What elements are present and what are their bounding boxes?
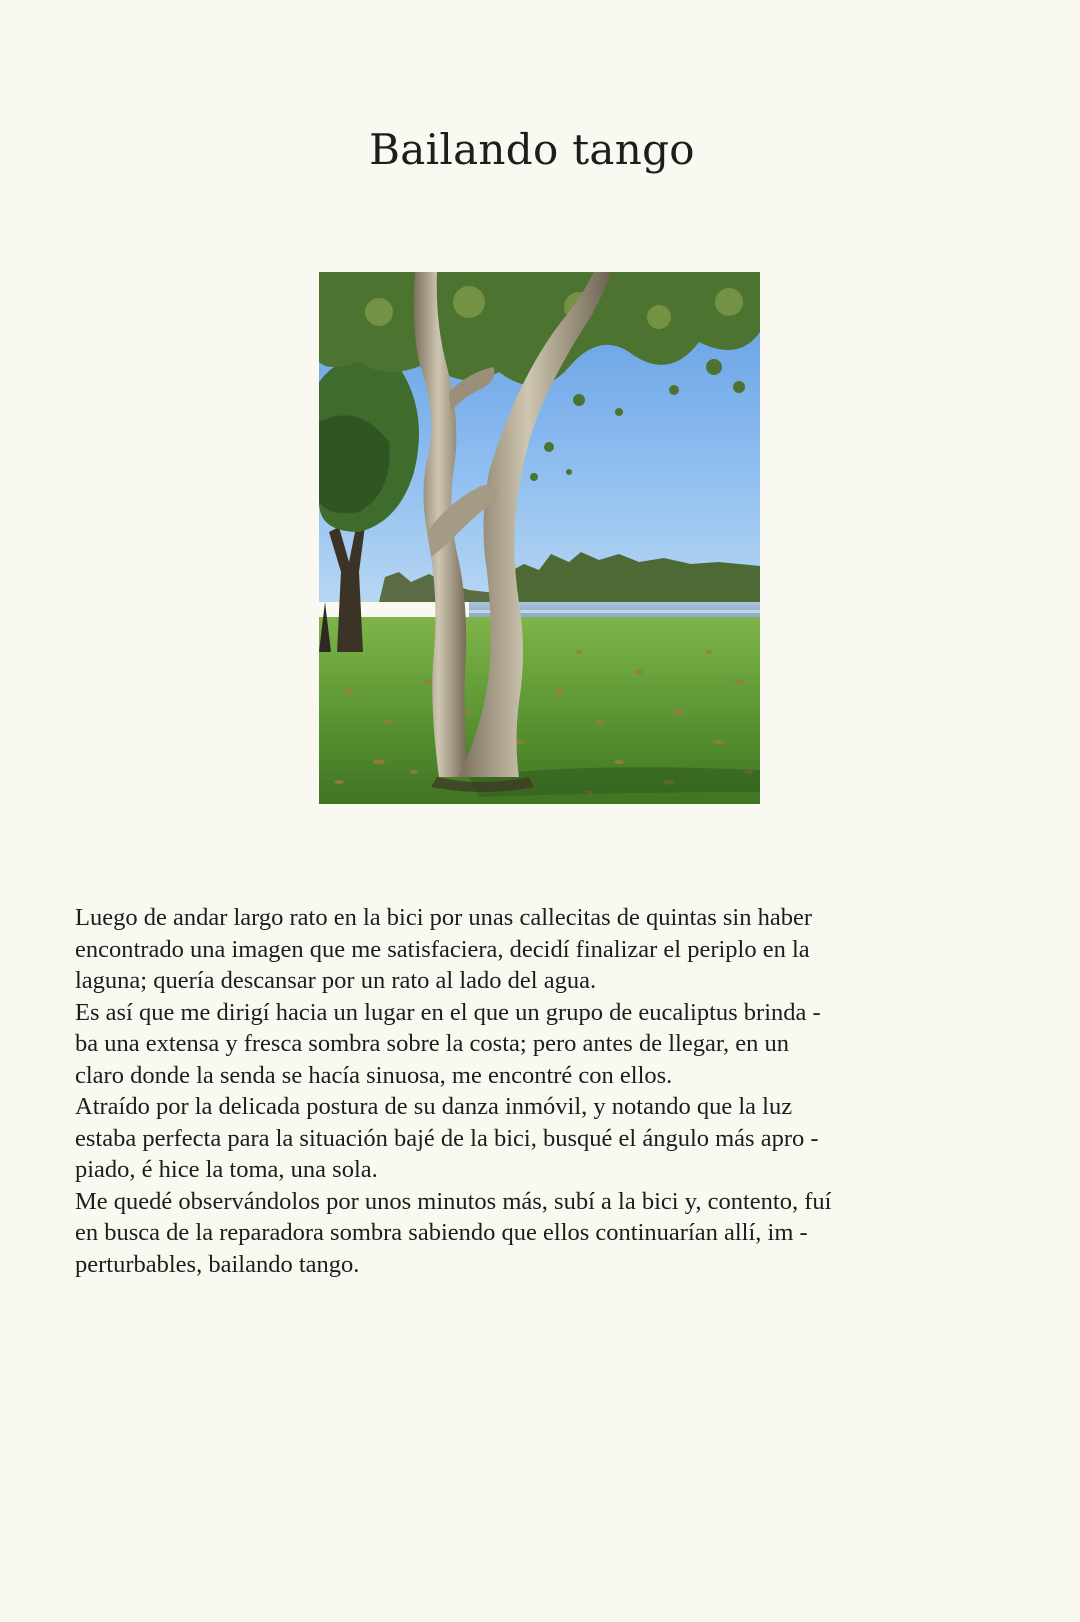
story-line: ba una extensa y fresca sombra sobre la costa; pero antes de llegar, en un: [75, 1030, 789, 1057]
page-title: Bailando tango: [369, 125, 695, 174]
story-line: Atraído por la delicada postura de su danza inmóvil, y notando que la luz: [75, 1093, 793, 1120]
tree-photo: [319, 272, 760, 804]
story-line: encontrado una imagen que me satisfaciera, decidí finalizar el periplo en la: [75, 935, 810, 963]
story-line: Me quedé observándolos por unos minutos más, subí a la bici y, contento, fuí: [75, 1187, 832, 1215]
story-line: en busca de la reparadora sombra sabiendo que ellos continuarían allí, im -: [75, 1219, 808, 1246]
story-line: perturbables, bailando tango.: [75, 1250, 360, 1278]
story-text: [75, 902, 1010, 1280]
story-line: estaba perfecta para la situación bajé de la bici, busqué el ángulo más apro -: [75, 1124, 819, 1152]
story-line: claro donde la senda se hacía sinuosa, me encontré con ellos.: [75, 1061, 673, 1089]
story-line: Es así que me dirigí hacia un lugar en el que un grupo de eucaliptus brinda -: [75, 998, 821, 1026]
story-line: piado, é hice la toma, una sola.: [75, 1156, 378, 1183]
story-line: Luego de andar largo rato en la bici por unas callecitas de quintas sin haber: [75, 904, 812, 931]
story-line: laguna; quería descansar por un rato al lado del agua.: [75, 967, 597, 994]
